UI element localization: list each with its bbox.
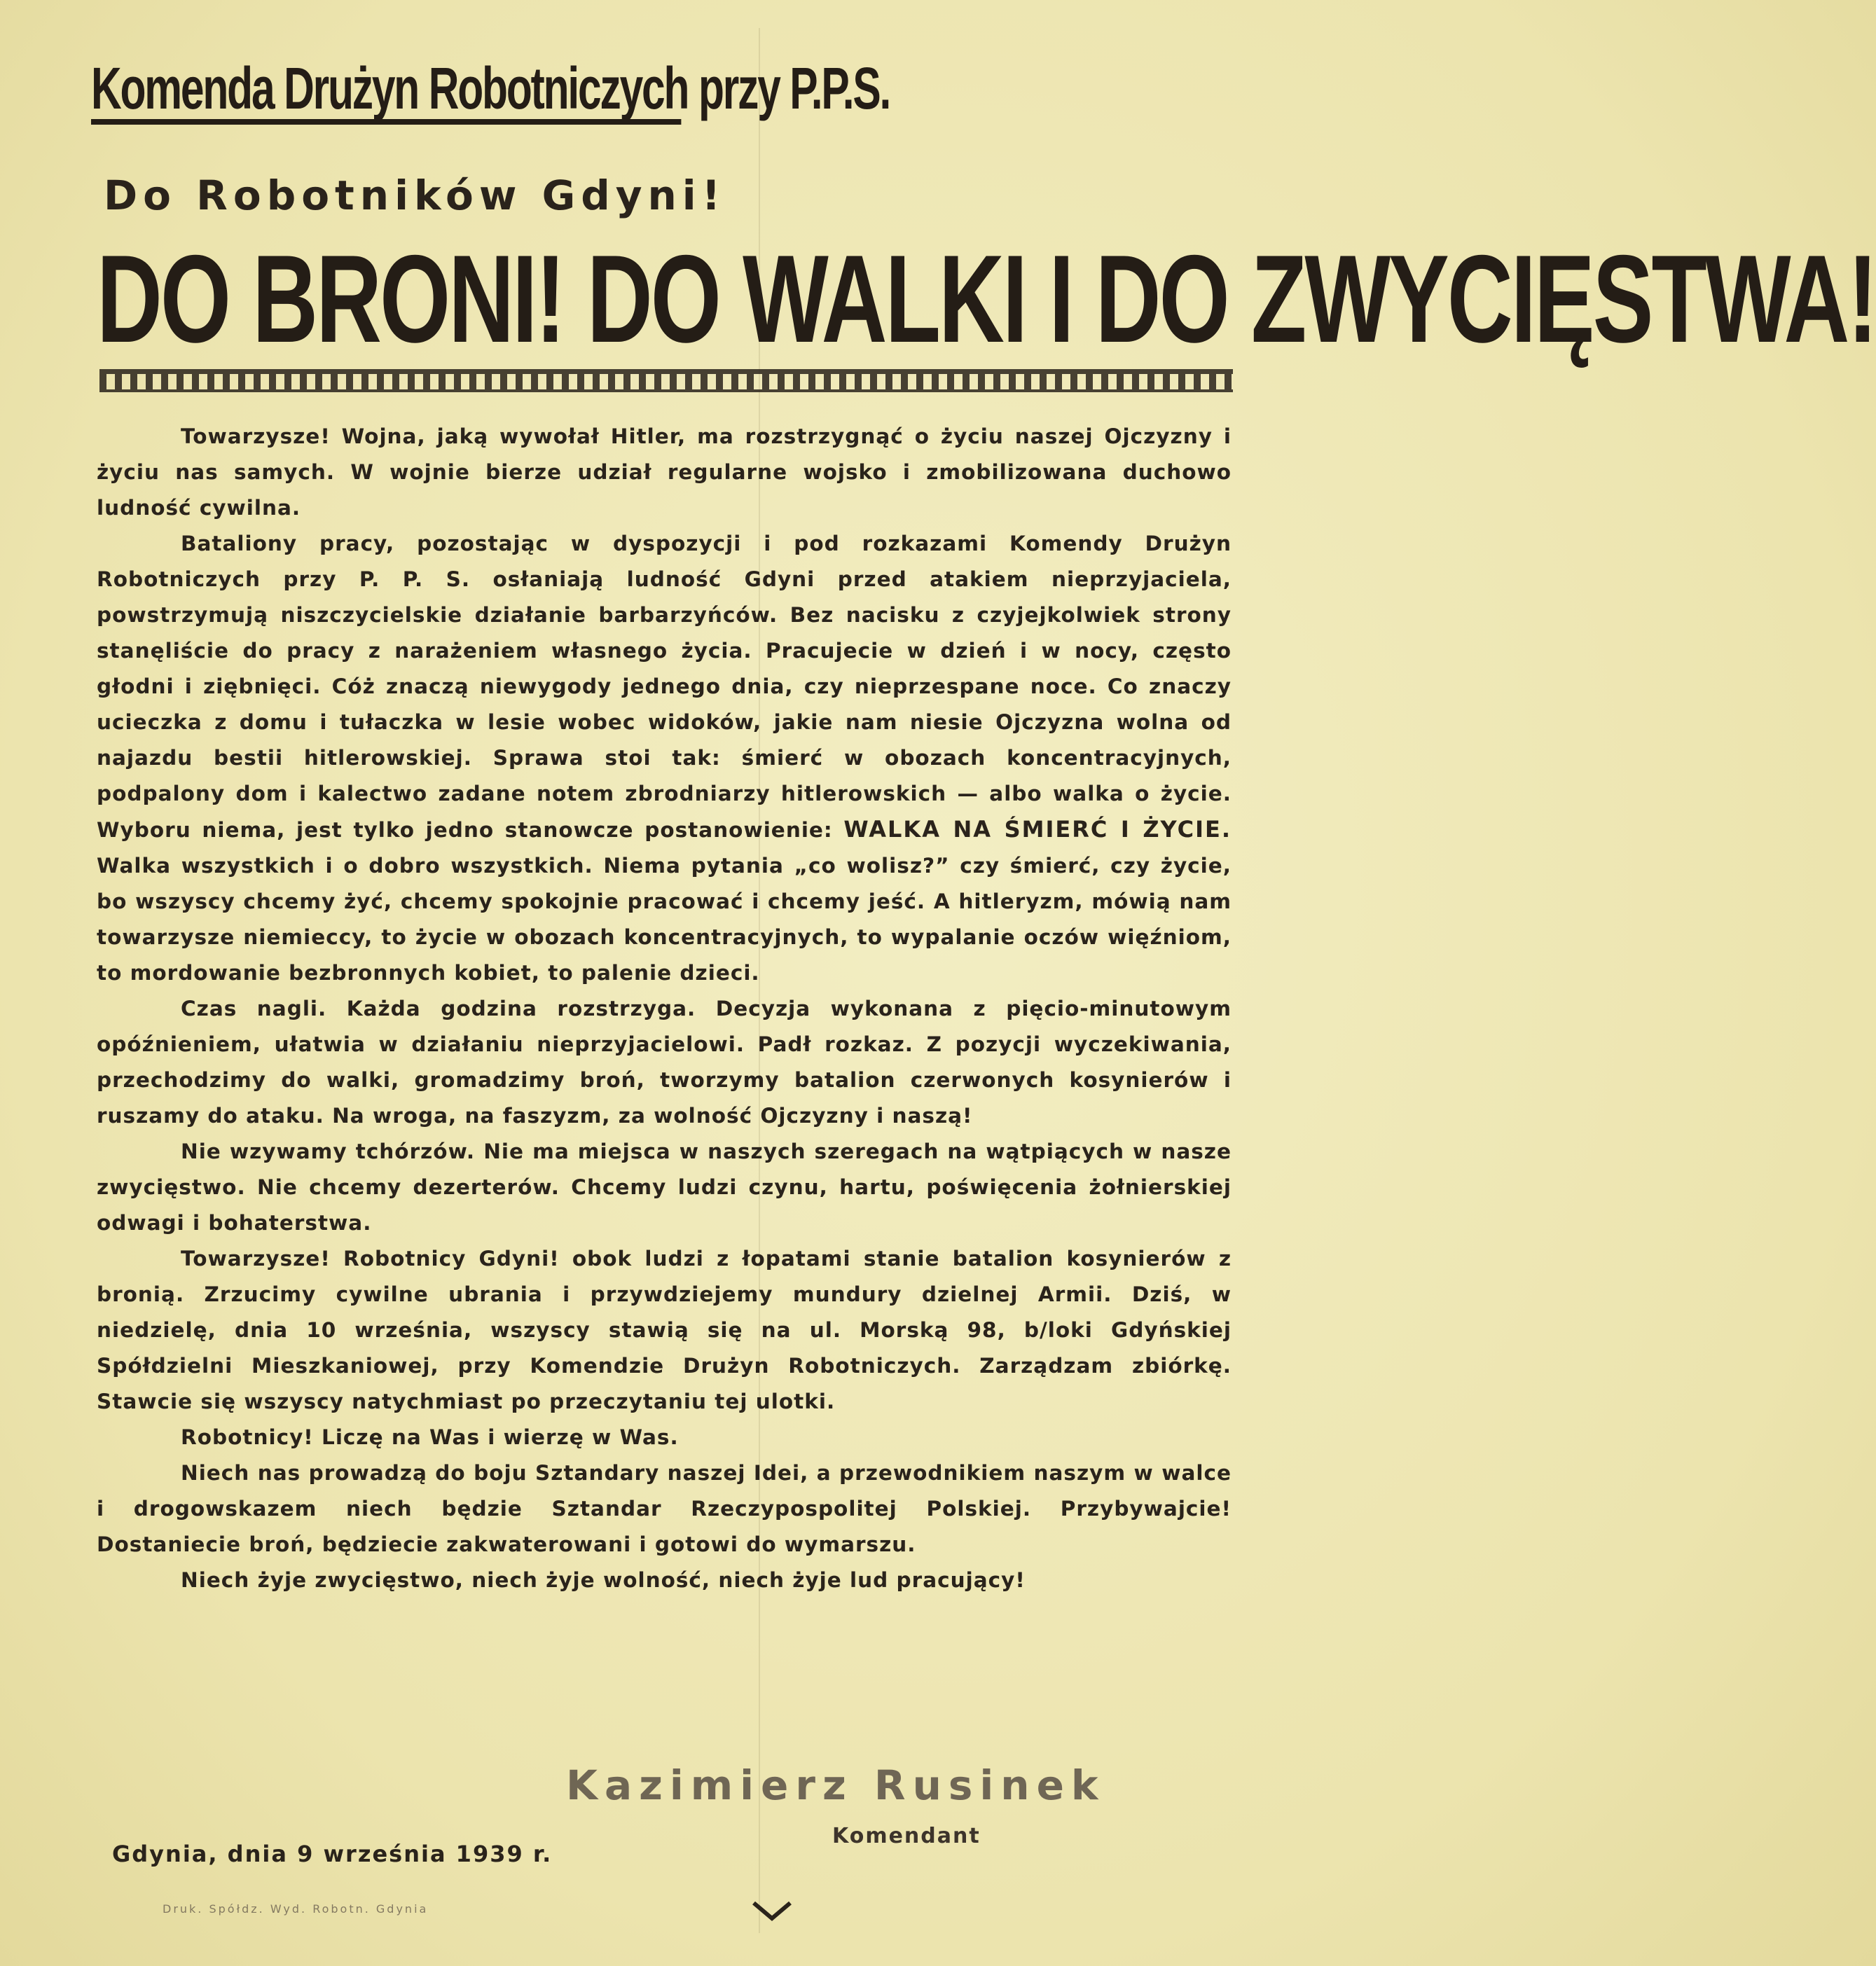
body-paragraph: Walka wszystkich i o dobro wszystkich. Niema pytania „co wolisz?” czy śmierć, czy życie, bo wszyscy chcemy żyć, chcemy spokojnie pracować i chcemy jeść. A hitleryzm, mówią nam towarzysze niemieccy, to życie w obozach koncentracyjnych, to wypalanie oczów więźniom, to mordowanie bezbronnych kobiet, to palenie dzieci. <box>97 854 1232 985</box>
address-heading: Do Robotników Gdyni! <box>104 172 726 219</box>
signature-title: Komendant <box>832 1824 981 1848</box>
body-paragraph: Bataliony pracy, pozostając w dyspozycji i pod rozkazami Komendy Drużyn Robotniczych przy P. P. S. osłaniają ludność Gdyni przed atakiem nieprzyjaciela, powstrzymują niszczycielskie działanie barbarzyńców. Bez nacisku z czyjejkolwiek strony stanęliście do pracy z narażeniem własnego życia. Pracujecie w dzień i w nocy, często głodni i ziębnięci. Cóż znaczą niewygody jednego dnia, czy nieprzespane noce. Co znaczy ucieczka z domu i tułaczka w lesie wobec widoków, jakie nam niesie Ojczyzna wolna od najazdu bestii hitlerowskiej. Sprawa stoi tak: śmierć w obozach koncentracyjnych, podpalony dom i kalectwo zadane notem zbrodniarzy hitlerowskich — albo walka o życie. Wyboru niema, jest tylko jedno stanowcze postanowienie: <box>97 532 1232 842</box>
place-and-date: Gdynia, dnia 9 września 1939 r. <box>112 1841 553 1867</box>
stamp-mark-icon <box>751 1900 793 1921</box>
leaflet-body <box>97 419 1232 1598</box>
main-headline: DO BRONI! DO WALKI I DO ZWYCIĘSTWA! <box>97 229 1876 368</box>
signature-name: Kazimierz Rusinek <box>566 1761 1105 1809</box>
ornamental-rule <box>99 369 1233 392</box>
body-paragraph: Nie wzywamy tchórzów. Nie ma miejsca w naszych szeregach na wątpiących w nasze zwycięstwo. Nie chcemy dezerterów. Chcemy ludzi czynu, hartu, poświęcenia żołnierskiej odwagi i bohaterstwa. <box>97 1140 1232 1235</box>
body-paragraph: Niech żyje zwycięstwo, niech żyje wolność, niech żyje lud pracujący! <box>181 1568 1026 1592</box>
body-paragraph: Niech nas prowadzą do boju Sztandary naszej Idei, a przewodnikiem naszym w walce i drogowskazem niech będzie Sztandar Rzeczypospolitej Polskiej. Przybywajcie! Dostaniecie broń, będziecie zakwaterowani i gotowi do wymarszu. <box>97 1461 1232 1556</box>
body-paragraph: Robotnicy! Liczę na Was i wierzę w Was. <box>181 1425 679 1449</box>
body-paragraph: Czas nagli. Każda godzina rozstrzyga. Decyzja wykonana z pięcio-minutowym opóźnieniem, ułatwia w działaniu nieprzyjacielowi. Padł rozkaz. Z pozycji wyczekiwania, przechodzimy do walki, gromadzimy broń, tworzymy batalion czerwonych kosynierów i ruszamy do ataku. Na wroga, na faszyzm, za wolność Ojczyzny i naszą! <box>97 997 1232 1128</box>
printer-imprint: Druk. Spółdz. Wyd. Robotn. Gdynia <box>163 1902 429 1916</box>
body-emphasis: WALKA NA ŚMIERĆ I ŻYCIE. <box>843 816 1232 843</box>
body-paragraph: Towarzysze! Wojna, jaką wywołał Hitler, ma rozstrzygnąć o życiu naszej Ojczyzny i życiu nas samych. W wojnie bierze udział regularne wojsko i zmobilizowana duchowo ludność cywilna. <box>97 424 1232 520</box>
body-paragraph: Towarzysze! Robotnicy Gdyni! obok ludzi z łopatami stanie batalion kosynierów z bronią. Zrzucimy cywilne ubrania i przywdziejemy mundury dzielnej Armii. Dziś, w niedzielę, dnia 10 września, wszyscy stawią się na ul. Morską 98, b/loki Gdyńskiej Spółdzielni Mieszkaniowej, przy Komendzie Drużyn Robotniczych. Zarządzam zbiórkę. Stawcie się wszyscy natychmiast po przeczytaniu tej ulotki. <box>97 1247 1232 1413</box>
organization-heading: Komenda Drużyn Robotniczych przy P.P.S. <box>91 57 681 125</box>
